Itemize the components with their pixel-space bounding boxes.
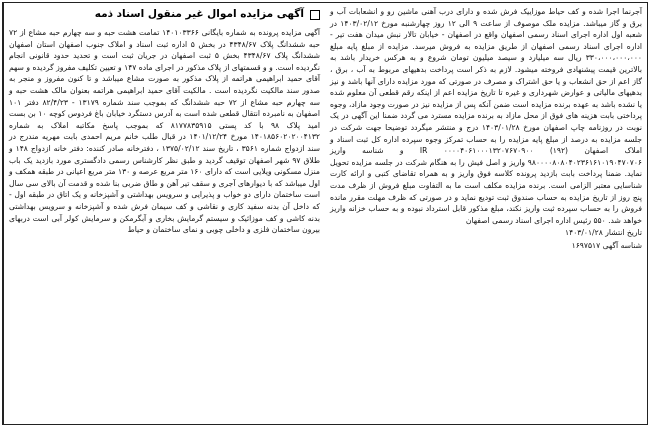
notice-body-right: آگهی مزایده پرونده به شماره بایگانی ۱۴۰۱۰۳۳۶۶ تمامت هشت حبه و سه چهارم حبه مشاع از ۷۲ حبه ششدانگ پلاک ۴۳۴۸/۶۷ در بخش ۵ اداره ثبت اسناد و املاک جنوب اصفهان استان اصفهان ششدانگ پلاک ۴۳۴۸/۶۷ بخش ۵ ثبت اصفهان در جریان ثبت است و تحدید حدود قانونی انجام نگردیده است. و و قسمتهای از پلاک مذکور در اجرای ماده ۱۴۷ و تعیین تکلیف مفروز گردیده و سهم آقای حمید ابراهیمی هراتمه از پلاک مذکور به صورت مشاع میباشد و تا کنون مفروز و منجر به صدور سند مالکیت نگردیده است . مالکیت آقای حمید ابراهیمی هراتمه بعنوان مالک هشت حبه و سه چهارم حبه مشاع از ۷۲ حبه ششدانگ که بموجب سند شماره ۱۳۱۷۹ - ۸۲/۴/۲۳ دفتر ۱۰۱ اصفهان به نامبرده انتقال قطعی شده است به آدرس دستگرد خیابان باغ فردوس کوچه ۱۰ بن بست امید پلاک ۹۸ با کد پستی ۸۱۷۷۸۳۵۹۱۵ که بموجب پاسخ مکاتبه املاک به شماره ۱۴۰۱۸۵۶۰۲۰۲۰۰۴۱۳۲ مورخ ۱۴۰۱/۱۲/۲۴ در قبال طلب خانم مریم احمدی بابت مهریه مندرج در سند ازدواج شماره ۳۵۶۱ ، تاریخ سند ۱۳۷۵/۰۲/۱۲ ، دفترخانه صادر کننده: دفتر خانه ازدواج ۱۴۸ و طلاق ۹۷ شهر اصفهان توقیف گردید و طبق نظر کارشناس رسمی دادگستری مورد بازدید یک باب منزل مسکونی ویلایی است که دارای ۱۶۰ متر مربع عرصه و ۱۳۰ متر مربع اعیانی در طبقه همکف و اول میباشد که با دیوارهای آجری و سقف تیر آهن و طاق ضربی بنا شده و قدمت آن بالای سی سال است ساختمان دارای دو خواب و پذیرایی و سرویس بهداشتی و آشپزخانه و یک اتاق در طبقه اول - که داخل آن بدنه سفید کاری و نقاشی و کف سیمان فرش شده و آشپزخانه و سرویس بهداشتی بدنه کاشی و کف موزائیک و سیستم گرمایش بخاری و آبگرمکن و سرمایش کولر آبی است دربهای بیرون ساختمان فلزی و داخلی چوبی و نمای ساختمان و حیاط bbox=[9, 28, 321, 235]
notice-header bbox=[9, 6, 320, 24]
notice-body-left: آجرنما اجرا شده و کف حیاط موزاییک فرش شده و دارای درب آهنی ماشین رو و انشعابات آب و برق و گاز میباشد. مزایده ملک موصوف از ساعت ۹ الی ۱۲ روز چهارشنبه مورخ ۱۴۰۳/۰۲/۱۲ در شعبه اول اداره اجرای اسناد رسمی اصفهان واقع در اصفهان - خیابان تالار نبش میدان هفت تیر - اداره اجرای اسناد رسمی اصفهان از طریق مزایده به فروش میرسد. مزایده از مبلغ پایه مبلغ ۳۳۰،۰۰۰،۰۰۰،۰۰۰ ریال سه میلیارد و سیصد میلیون تومان شروع و به هرکس خریدار باشد به بالاترین قیمت پیشنهادی فروخته میشود. لازم به ذکر است پرداخت بدهیهای مربوط به آب ، برق ، گاز اعم از حق انشعاب و یا حق اشتراک و مصرف در صورتی که مورد مزایده دارای آنها باشد و نیز بدهیهای مالیاتی و عوارض شهرداری و غیره تا تاریخ مزایده اعم از اینکه رقم قطعی آن معلوم شده یا نشده باشد به عهده برنده مزایده است ضمن آنکه پس از مزایده نیز در صورت وجود مازاد، وجوه پرداختی بابت هزینه های فوق از محل مازاد به برنده مزایده مسترد می گردد ضمنا این آگهی در یک نوبت در روزنامه چاپ اصفهان مورخ ۱۴۰۳/۰۱/۲۸ درج و منتشر میگردد توضیحا جهت شرکت در جلسه مزایده به درصد از مبلغ پایه مزایده را به حساب تمرکز وجوه سپرده اداره کل ثبت اسناد و املاک اصفهان (۱۹۲) ۰۰۰۰۴۰۶۱۰۰۰۱۳۲۰۷۶۷۰۹۰۰ IR و شناسه واریز ۹۸۰۰۰۰۸۰۸۰۴۰۲۳۶۱۶۱۰۱۹۰۴۷۰۷۰۶ واریز و اصل فیش را به هنگام شرکت در جلسه مزایده تحویل نماید. ضمنا پرداخت بابت بازدید پرونده کلاسه فوق واریز و به همراه تقاضای کتبی و ارائه کارت شناسایی معتبر الزامی است. برنده مزایده مکلف است ما به التفاوت مبلغ فروش از ظرف مدت پنج روز از تاریخ مزایده به حساب صندوق ثبت تودیع نماید و در صورتی که ظرف مهلت مقرر مانده فروش را به حساب سپرده ثبت واریز نکند، مبلغ مذکور قابل استرداد نبوده و به حساب خزانه واریز خواهد شد. ۵۵۰ رئیس اداره اجرای اسناد رسمی اصفهان bbox=[330, 7, 642, 225]
title-square-icon bbox=[310, 10, 320, 20]
notice-right-column bbox=[3, 3, 325, 424]
notice-title: آگهی مزایده اموال غیر منقول اسناد ذمه bbox=[94, 8, 304, 21]
notice-id: شناسه آگهی ۱۶۹۷۵۱۷ bbox=[571, 240, 642, 250]
notice-page bbox=[2, 2, 648, 425]
publication-date: تاریخ انتشار ۱۴۰۳/۰۱/۲۸ bbox=[565, 228, 642, 238]
notice-left-column bbox=[325, 3, 647, 424]
